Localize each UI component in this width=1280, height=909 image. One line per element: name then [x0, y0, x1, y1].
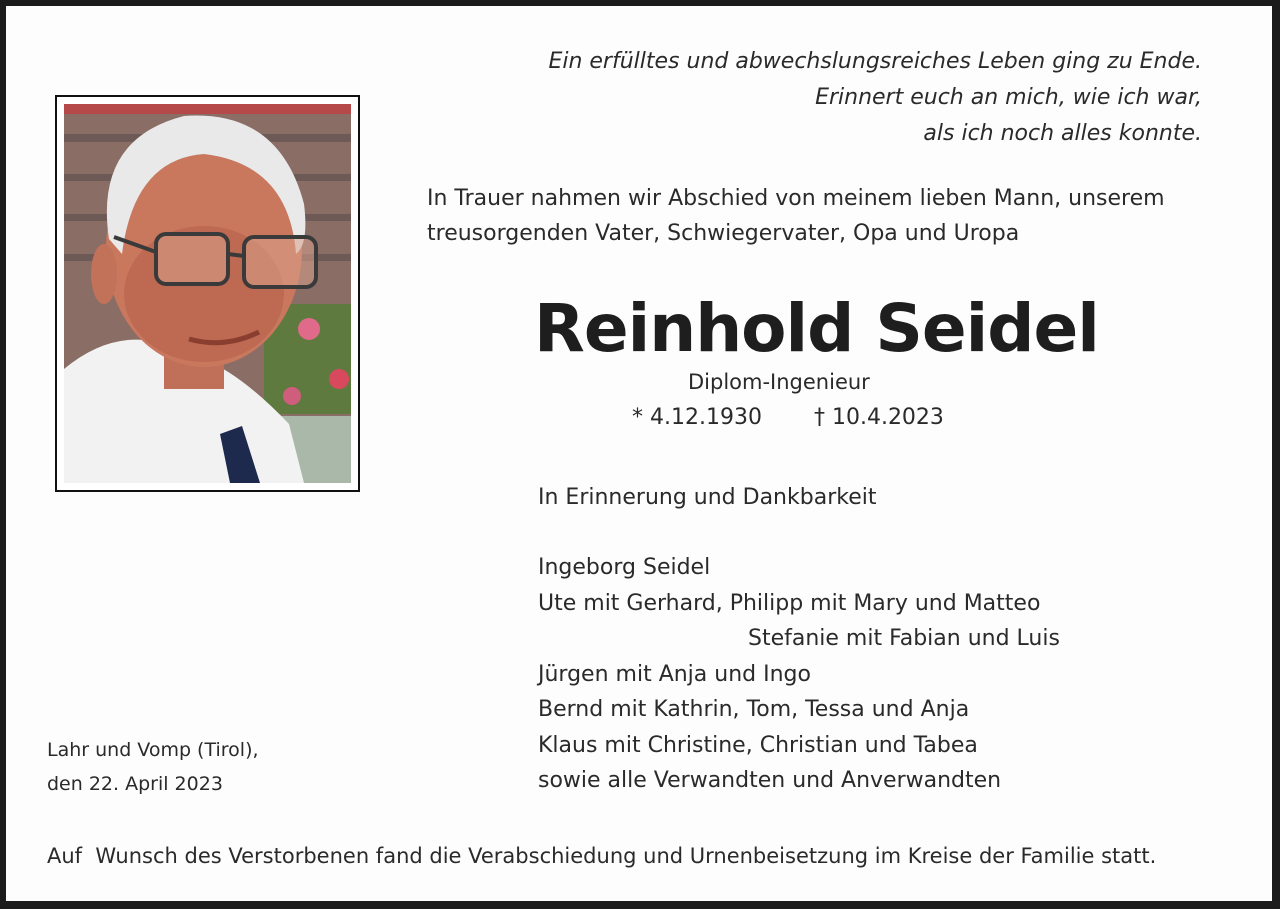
mourners-list — [538, 550, 1060, 799]
intro-line: treusorgenden Vater, Schwiegervater, Opa und Uropa — [427, 221, 1020, 246]
mourner-line: Klaus mit Christine, Christian und Tabea — [538, 732, 978, 758]
place-and-date — [47, 733, 259, 801]
mourner-line: Ingeborg Seidel — [538, 555, 711, 580]
deceased-title: Diplom-Ingenieur — [688, 370, 870, 394]
quote-line: Erinnert euch an mich, wie ich war, — [815, 85, 1202, 110]
remembrance-line: In Erinnerung und Dankbarkeit — [538, 485, 877, 510]
birth-date: * 4.12.1930 — [632, 405, 762, 430]
footer-note: Auf Wunsch des Verstorbenen fand die Verabschiedung und Urnenbeisetzung im Kreise der Familie statt. — [47, 844, 1157, 868]
quote-line: als ich noch alles konnte. — [923, 121, 1202, 146]
death-date: † 10.4.2023 — [813, 405, 944, 430]
place: Lahr und Vomp (Tirol), — [47, 739, 259, 761]
mourner-line: sowie alle Verwandten und Anverwandten — [538, 768, 1002, 793]
intro-line: In Trauer nahmen wir Abschied von meinem lieben Mann, unserem — [427, 186, 1165, 211]
obituary-card — [6, 6, 1272, 901]
mourner-line: Jürgen mit Anja und Ingo — [538, 661, 811, 687]
quote-line: Ein erfülltes und abwechslungsreiches Leben ging zu Ende. — [548, 49, 1202, 74]
date: den 22. April 2023 — [47, 773, 223, 795]
mourner-line: Bernd mit Kathrin, Tom, Tessa und Anja — [538, 697, 970, 722]
memorial-quote — [548, 44, 1202, 152]
portrait-photo — [64, 104, 351, 483]
life-dates — [632, 405, 944, 430]
mourner-line: Stefanie mit Fabian und Luis — [748, 626, 1060, 651]
intro-text — [427, 181, 1165, 251]
deceased-name: Reinhold Seidel — [534, 290, 1099, 367]
mourner-line: Ute mit Gerhard, Philipp mit Mary und Matteo — [538, 590, 1041, 616]
portrait-photo-frame — [55, 95, 360, 492]
